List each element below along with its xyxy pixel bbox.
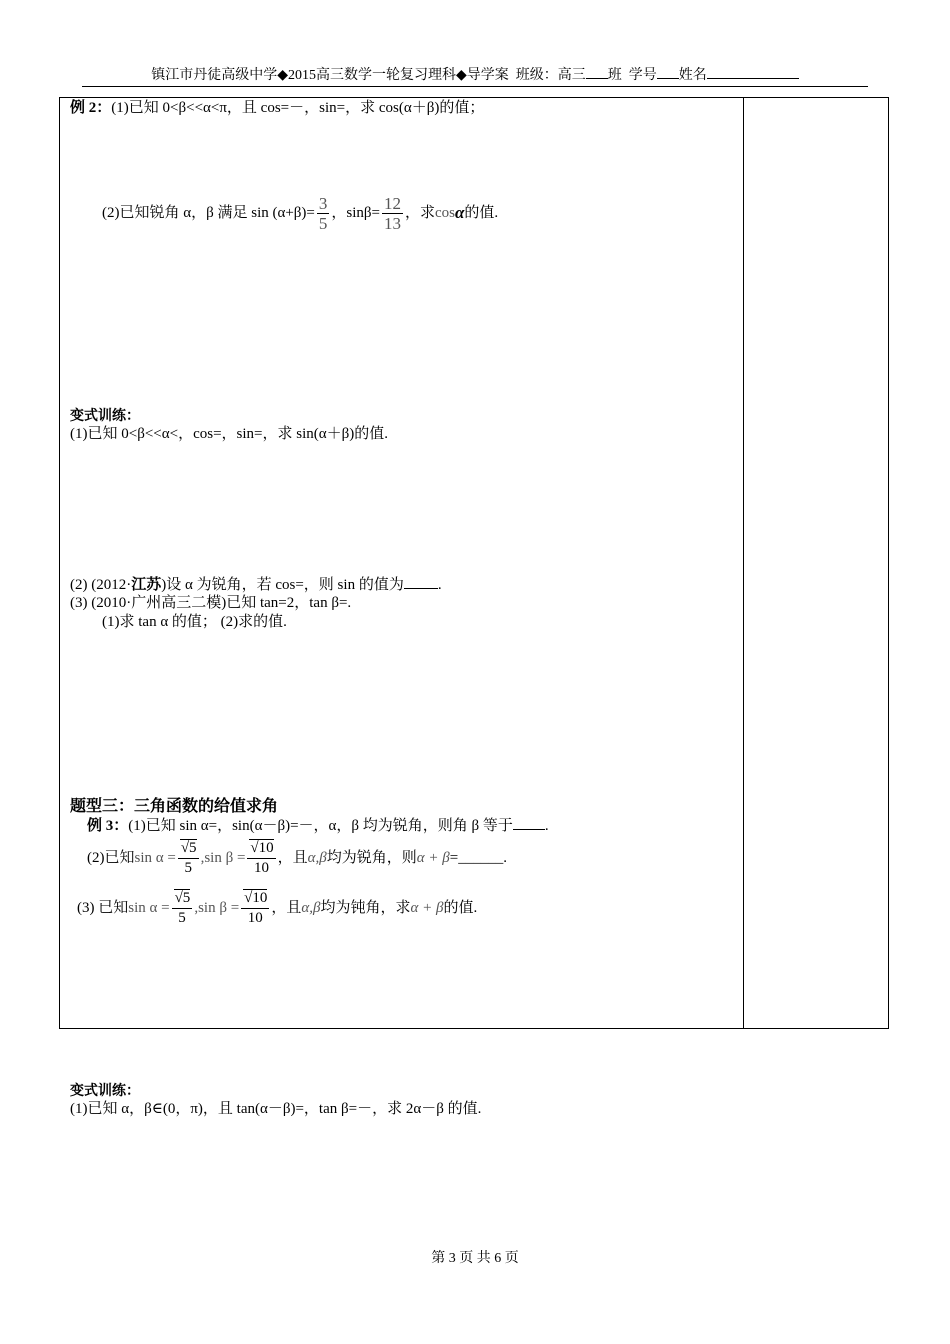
name-label: 姓名 (678, 68, 707, 83)
page-footer: 第 3 页 共 6 页 (431, 1251, 519, 1266)
variant2-q1: (1)已知 α，β∈(0，π)，且 tan(α－β)=，tan β=－，求 2α－β 的值. (70, 1101, 482, 1117)
example2-q2: (2)已知锐角 α，β 满足 sin (α+β)= $\frac{3}{5}$ ，sinβ= $\frac{12}{13}$ ，求 cos α 的值. (102, 193, 499, 233)
variant1-q1: (1)已知 0<β<<α<，cos=，sin=，求 sin(α＋β)的值. (70, 426, 388, 442)
class-blank (586, 66, 608, 79)
notes-column-divider (743, 97, 744, 1029)
page-header (82, 66, 868, 87)
variant1-q2: (2) (2012·江苏)设 α 为锐角，若 cos=，则 sin 的值为 . (70, 574, 442, 595)
answer-blank (513, 815, 545, 830)
topic3-title: 题型三：三角函数的给值求角 (70, 796, 279, 815)
variant1-q3-sub: (1)求 tan α 的值； (2)求的值. (102, 614, 287, 630)
example2-q1: 例 2：(1)已知 0<β<<α<π，且 cos=－，sin=，求 cos(α＋β)的值； (70, 100, 485, 116)
answer-blank (404, 574, 438, 589)
example3-label: 例 3 (87, 818, 114, 834)
fraction-sqrt10-10: $\frac{√10}{10}$ (247, 839, 275, 878)
class-suffix: 班 (607, 68, 622, 83)
school-title: 镇江市丹徒高级中学◆2015高三数学一轮复习理科◆导学案 (151, 68, 509, 83)
example3-q1: 例 3：(1)已知 sin α=，sin(α－β)=－，α，β 均为锐角，则角 β 等于 . (87, 815, 549, 836)
example3-q2: (2)已知 sin α = $\frac{√5}{5}$ ,sin β = $\frac{√10}{10}$ ，且 α,β 均为锐角，则 α + β =______. (87, 839, 507, 876)
example2-label: 例 2 (70, 100, 97, 116)
variant2-title: 变式训练： (70, 1083, 140, 1099)
number-label: 学号 (628, 68, 657, 83)
name-blank (707, 66, 799, 79)
example3-q3: (3) 已知 sin α = $\frac{√5}{5}$ ,sin β = $\frac{√10}{10}$ ，且 α,β 均为钝角，求 α + β 的值. (77, 889, 478, 926)
variant1-q3: (3) (2010·广州高三二模)已知 tan=2，tan β=. (70, 595, 352, 611)
variant1-title: 变式训练： (70, 408, 140, 424)
fraction-sqrt5-5: $\frac{√5}{5}$ (178, 839, 199, 878)
class-label: 班级：高三 (515, 68, 586, 83)
fraction-sqrt5-5: $\frac{√5}{5}$ (172, 889, 193, 928)
fraction-3-5: $\frac{3}{5}$ (318, 193, 328, 233)
fraction-sqrt10-10: $\frac{√10}{10}$ (241, 889, 269, 928)
fraction-12-13: $\frac{12}{13}$ (384, 193, 401, 233)
number-blank (657, 66, 679, 79)
